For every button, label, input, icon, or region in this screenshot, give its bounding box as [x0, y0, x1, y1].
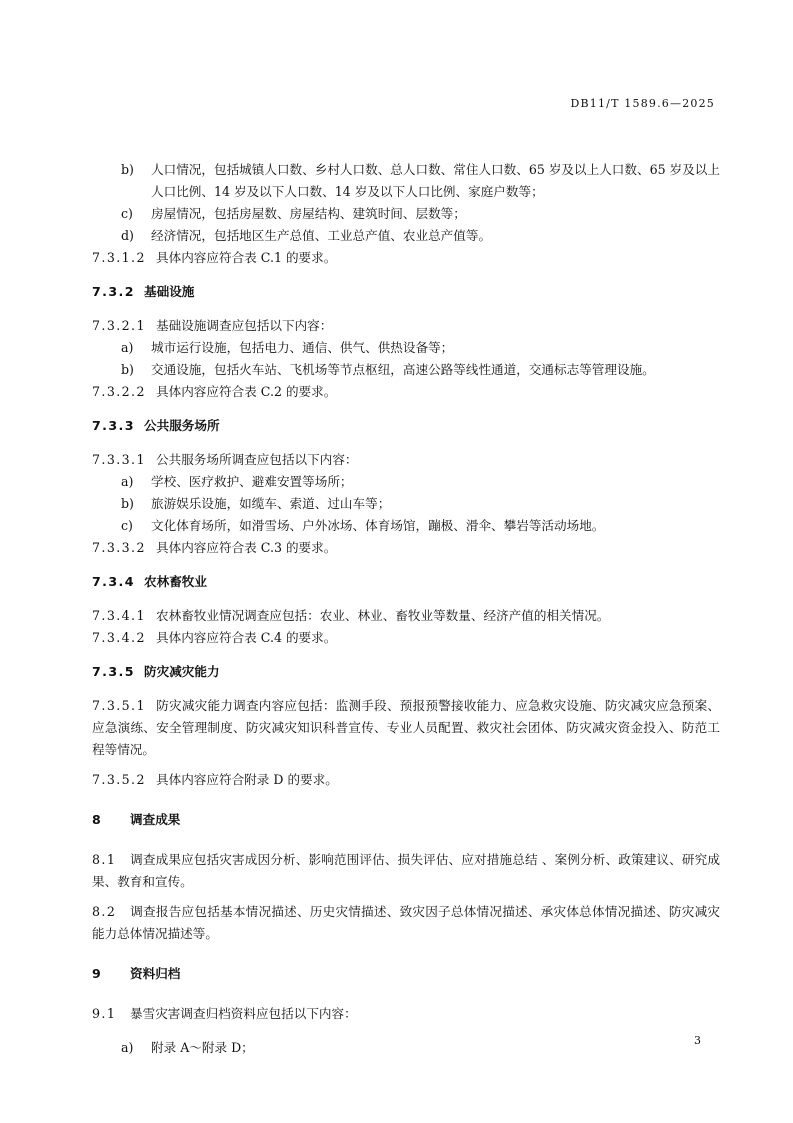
list-item [92, 225, 720, 247]
list-item-text: 经济情况，包括地区生产总值、工业总产值、农业总产值等。 [151, 228, 492, 243]
list-item-text: 旅游娱乐设施，如缆车、索道、过山车等； [151, 496, 391, 511]
section-title: 防灾减灾能力 [144, 664, 220, 679]
section-number: 7.3.5 [92, 664, 135, 679]
clause-7-3-4-2 [92, 627, 720, 649]
list-item [92, 359, 720, 381]
section-heading-7-3-5 [92, 661, 720, 683]
list-item-label: c) [121, 206, 133, 221]
page-body [92, 159, 720, 1059]
section-number: 7.3.4 [92, 574, 135, 589]
section-heading-7-3-3 [92, 415, 720, 437]
clause-text: 具体内容应符合表 C.1 的要求。 [156, 250, 337, 265]
list-item [92, 203, 720, 225]
section-title: 农林畜牧业 [144, 574, 207, 589]
page-number: 3 [694, 1034, 701, 1047]
section-heading-7-3-2 [92, 281, 720, 303]
list-item-text: 文化体育场所，如滑雪场、户外冰场、体育场馆，蹦极、滑伞、攀岩等活动场地。 [151, 518, 605, 533]
clause-number: 8.2 [92, 904, 117, 919]
list-item-label: b) [121, 362, 134, 377]
clause-text: 公共服务场所调查应包括以下内容： [156, 452, 358, 467]
clause-number: 7.3.5.2 [92, 772, 146, 787]
document-code: DB11/T 1589.6—2025 [570, 97, 715, 110]
list-item [92, 1037, 720, 1059]
clause-7-3-3-1 [92, 449, 720, 471]
list-item-text: 房屋情况，包括房屋数、房屋结构、建筑时间、层数等； [151, 206, 466, 221]
list-item-label: a) [121, 340, 134, 355]
clause-7-3-3-2 [92, 537, 720, 559]
list-item [92, 337, 720, 359]
clause-7-3-2-2 [92, 381, 720, 403]
clause-8-1 [92, 849, 720, 893]
section-title: 调查成果 [130, 812, 181, 827]
section-number: 7.3.2 [92, 284, 135, 299]
clause-number: 7.3.4.1 [92, 608, 146, 623]
section-heading-9 [92, 963, 720, 985]
list-item-text: 城市运行设施，包括电力、通信、供气、供热设备等； [151, 340, 454, 355]
section-title: 资料归档 [130, 966, 181, 981]
section-number: 9 [92, 966, 103, 981]
clause-number: 7.3.3.2 [92, 540, 146, 555]
list-item-label: b) [121, 496, 134, 511]
clause-number: 7.3.5.1 [92, 698, 146, 713]
clause-number: 7.3.1.2 [92, 250, 146, 265]
list-item [92, 159, 720, 203]
clause-text: 暴雪灾害调查归档资料应包括以下内容： [130, 1006, 357, 1021]
clause-text: 具体内容应符合表 C.2 的要求。 [156, 384, 337, 399]
section-title: 基础设施 [144, 284, 195, 299]
section-heading-7-3-4 [92, 571, 720, 593]
list-item-text: 交通设施，包括火车站、飞机场等节点枢纽，高速公路等线性通道，交通标志等管理设施。 [151, 362, 655, 377]
section-number: 8 [92, 812, 103, 827]
clause-number: 7.3.3.1 [92, 452, 146, 467]
list-item-label: b) [121, 162, 134, 177]
clause-text: 调查报告应包括基本情况描述、历史灾情描述、致灾因子总体情况描述、承灾体总体情况描述、防灾减灾能力总体情况描述等。 [92, 904, 720, 941]
clause-number: 7.3.2.2 [92, 384, 146, 399]
list-item-label: d) [121, 228, 134, 243]
clause-7-3-5-1 [92, 695, 720, 761]
list-item [92, 515, 720, 537]
list-item-label: c) [121, 518, 133, 533]
list-item [92, 493, 720, 515]
list-item-text: 学校、医疗救护、避难安置等场所； [151, 474, 353, 489]
list-item [92, 471, 720, 493]
clause-number: 7.3.4.2 [92, 630, 146, 645]
clause-text: 具体内容应符合表 C.3 的要求。 [156, 540, 337, 555]
list-item-text: 附录 A～附录 D； [151, 1040, 254, 1055]
clause-8-2 [92, 901, 720, 945]
clause-text: 具体内容应符合表 C.4 的要求。 [156, 630, 337, 645]
clause-text: 调查成果应包括灾害成因分析、影响范围评估、损失评估、应对措施总结 、案例分析、政策建议、研究成果、教育和宣传。 [92, 852, 720, 889]
clause-text: 防灾减灾能力调查内容应包括：监测手段、预报预警接收能力、应急救灾设施、防灾减灾应急预案、应急演练、安全管理制度、防灾减灾知识科普宣传、专业人员配置、救灾社会团体、防灾减灾资金投入、防范工程等情况。 [92, 698, 720, 757]
list-item-label: a) [121, 474, 134, 489]
clause-number: 7.3.2.1 [92, 318, 146, 333]
section-title: 公共服务场所 [144, 418, 220, 433]
list-item-label: a) [121, 1040, 134, 1055]
clause-9-1 [92, 1003, 720, 1025]
clause-7-3-1-2 [92, 247, 720, 269]
clause-text: 具体内容应符合附录 D 的要求。 [156, 772, 338, 787]
clause-7-3-2-1 [92, 315, 720, 337]
section-number: 7.3.3 [92, 418, 135, 433]
clause-text: 基础设施调查应包括以下内容： [156, 318, 333, 333]
clause-number: 8.1 [92, 852, 117, 867]
clause-text: 农林畜牧业情况调查应包括：农业、林业、畜牧业等数量、经济产值的相关情况。 [156, 608, 610, 623]
clause-7-3-5-2 [92, 769, 720, 791]
clause-number: 9.1 [92, 1006, 117, 1021]
list-item-text: 人口情况，包括城镇人口数、乡村人口数、总人口数、常住人口数、65 岁及以上人口数、65 岁及以上人口比例、14 岁及以下人口数、14 岁及以下人口比例、家庭户数等； [151, 162, 720, 199]
section-heading-8 [92, 809, 720, 831]
clause-7-3-4-1 [92, 605, 720, 627]
